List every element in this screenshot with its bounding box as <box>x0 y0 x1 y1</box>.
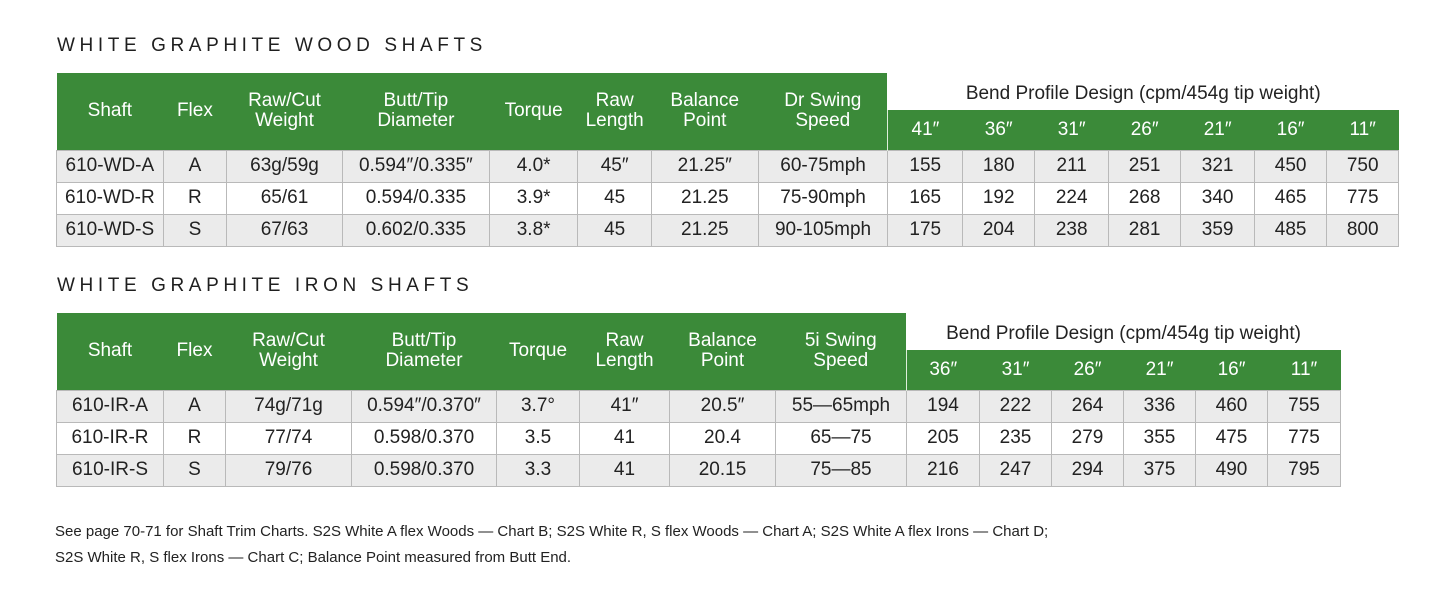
header-text: Raw Length <box>585 90 644 132</box>
header-text: Balance Point <box>688 330 757 372</box>
table-row <box>57 214 1399 246</box>
table-cell: 3.9* <box>489 182 578 214</box>
table-cell: 21.25 <box>651 214 758 246</box>
table-cell: 279 <box>1052 422 1124 454</box>
bend-header-16: 16″ <box>1254 110 1326 150</box>
table-cell: 3.3 <box>497 454 580 486</box>
table-cell: 224 <box>1035 182 1108 214</box>
col-header-swing-speed <box>758 73 888 150</box>
bend-profile-title: Bend Profile Design (cpm/454g tip weight) <box>888 73 1399 110</box>
table-cell: A <box>163 150 226 182</box>
table-cell: 610-IR-A <box>57 390 164 422</box>
table-cell: 610-WD-A <box>57 150 164 182</box>
table-cell: R <box>164 422 226 454</box>
bend-header-26: 26″ <box>1108 110 1180 150</box>
table-row <box>57 390 1341 422</box>
table-cell: 3.5 <box>497 422 580 454</box>
col-header-balance-point <box>651 73 758 150</box>
bend-header-31: 31″ <box>1035 110 1108 150</box>
table-cell: 60-75mph <box>758 150 888 182</box>
header-text: Balance Point <box>670 90 740 132</box>
table-cell: 0.598/0.370 <box>352 454 497 486</box>
table-cell: 460 <box>1196 390 1268 422</box>
table-cell: 281 <box>1108 214 1180 246</box>
col-header-swing-speed <box>776 313 907 390</box>
header-text: Dr Swing Speed <box>784 90 862 132</box>
table-cell: 750 <box>1327 150 1399 182</box>
table-cell: S <box>164 454 226 486</box>
table-cell: 610-IR-S <box>57 454 164 486</box>
col-header-shaft: Shaft <box>57 313 164 390</box>
table-cell: 165 <box>888 182 962 214</box>
table-cell: 75—85 <box>776 454 907 486</box>
table-cell: 20.15 <box>670 454 776 486</box>
table-cell: 45″ <box>578 150 651 182</box>
table-row <box>57 182 1399 214</box>
table-cell: 65/61 <box>227 182 343 214</box>
table-cell: 3.7° <box>497 390 580 422</box>
bend-header-31: 31″ <box>980 350 1052 390</box>
header-text: 5i Swing Speed <box>804 330 877 372</box>
table-cell: 45 <box>578 214 651 246</box>
table-cell: 21.25″ <box>651 150 758 182</box>
footnote-line-2: S2S White R, S flex Irons — Chart C; Balance Point measured from Butt End. <box>55 549 572 566</box>
header-text: Butt/Tip Diameter <box>385 330 463 372</box>
table-cell: 340 <box>1181 182 1254 214</box>
table-cell: 238 <box>1035 214 1108 246</box>
table-cell: 775 <box>1327 182 1399 214</box>
bend-header-21: 21″ <box>1124 350 1196 390</box>
col-header-flex: Flex <box>164 313 226 390</box>
header-text: Butt/Tip Diameter <box>377 90 455 132</box>
bend-header-41: 41″ <box>888 110 962 150</box>
table-cell: 45 <box>578 182 651 214</box>
col-header-butt-tip-diameter <box>342 73 489 150</box>
table-cell: 74g/71g <box>226 390 352 422</box>
table-cell: 610-WD-R <box>57 182 164 214</box>
table-cell: 251 <box>1108 150 1180 182</box>
col-header-torque: Torque <box>489 73 578 150</box>
bend-header-11: 11″ <box>1327 110 1399 150</box>
footnote-line-1: See page 70-71 for Shaft Trim Charts. S2S White A flex Woods — Chart B; S2S White R, S flex Woods — Chart A; S2S White A flex Irons — Chart D; <box>55 523 1049 540</box>
table-cell: 465 <box>1254 182 1326 214</box>
bend-header-36: 36″ <box>907 350 980 390</box>
table-cell: 268 <box>1108 182 1180 214</box>
table-cell: 63g/59g <box>227 150 343 182</box>
col-header-butt-tip-diameter <box>352 313 497 390</box>
table-cell: 375 <box>1124 454 1196 486</box>
table-cell: 490 <box>1196 454 1268 486</box>
bend-header-11: 11″ <box>1268 350 1341 390</box>
iron-shafts-table <box>56 313 1341 487</box>
col-header-shaft: Shaft <box>57 73 164 150</box>
table-cell: 0.602/0.335 <box>342 214 489 246</box>
table-cell: 610-IR-R <box>57 422 164 454</box>
header-text: Raw/Cut Weight <box>252 330 325 372</box>
wood-shafts-title: WHITE GRAPHITE WOOD SHAFTS <box>57 35 487 56</box>
col-header-torque: Torque <box>497 313 580 390</box>
table-cell: 4.0* <box>489 150 578 182</box>
col-header-raw-cut-weight <box>226 313 352 390</box>
table-cell: 235 <box>980 422 1052 454</box>
table-cell: 41″ <box>580 390 670 422</box>
table-cell: 247 <box>980 454 1052 486</box>
bend-profile-title: Bend Profile Design (cpm/454g tip weight) <box>907 313 1341 350</box>
header-text: Raw/Cut Weight <box>248 90 321 132</box>
table-cell: 264 <box>1052 390 1124 422</box>
table-cell: 450 <box>1254 150 1326 182</box>
table-cell: 65—75 <box>776 422 907 454</box>
table-cell: 359 <box>1181 214 1254 246</box>
table-cell: 0.594/0.335 <box>342 182 489 214</box>
table-cell: 475 <box>1196 422 1268 454</box>
table-cell: 20.4 <box>670 422 776 454</box>
table-cell: 204 <box>962 214 1034 246</box>
table-cell: 77/74 <box>226 422 352 454</box>
table-cell: 3.8* <box>489 214 578 246</box>
col-header-flex: Flex <box>163 73 226 150</box>
table-cell: 0.598/0.370 <box>352 422 497 454</box>
table-cell: 175 <box>888 214 962 246</box>
table-cell: 775 <box>1268 422 1341 454</box>
table-cell: 55—65mph <box>776 390 907 422</box>
table-cell: 192 <box>962 182 1034 214</box>
table-cell: 90-105mph <box>758 214 888 246</box>
table-cell: 75-90mph <box>758 182 888 214</box>
table-cell: 216 <box>907 454 980 486</box>
col-header-raw-length <box>578 73 651 150</box>
table-cell: 0.594″/0.370″ <box>352 390 497 422</box>
table-cell: 41 <box>580 422 670 454</box>
table-cell: S <box>163 214 226 246</box>
header-text: Raw Length <box>595 330 654 372</box>
bend-header-36: 36″ <box>962 110 1034 150</box>
table-cell: 211 <box>1035 150 1108 182</box>
table-cell: R <box>163 182 226 214</box>
table-cell: 795 <box>1268 454 1341 486</box>
table-cell: 800 <box>1327 214 1399 246</box>
table-row <box>57 422 1341 454</box>
table-cell: 355 <box>1124 422 1196 454</box>
table-cell: 21.25 <box>651 182 758 214</box>
table-cell: 41 <box>580 454 670 486</box>
table-cell: 180 <box>962 150 1034 182</box>
table-cell: 755 <box>1268 390 1341 422</box>
bend-header-21: 21″ <box>1181 110 1254 150</box>
table-cell: 610-WD-S <box>57 214 164 246</box>
table-cell: 79/76 <box>226 454 352 486</box>
table-cell: A <box>164 390 226 422</box>
col-header-balance-point <box>670 313 776 390</box>
table-row <box>57 454 1341 486</box>
table-cell: 336 <box>1124 390 1196 422</box>
bend-header-26: 26″ <box>1052 350 1124 390</box>
table-cell: 67/63 <box>227 214 343 246</box>
table-cell: 321 <box>1181 150 1254 182</box>
table-cell: 222 <box>980 390 1052 422</box>
table-cell: 205 <box>907 422 980 454</box>
iron-shafts-title: WHITE GRAPHITE IRON SHAFTS <box>57 275 474 296</box>
table-cell: 194 <box>907 390 980 422</box>
col-header-raw-cut-weight <box>227 73 343 150</box>
table-cell: 20.5″ <box>670 390 776 422</box>
table-cell: 0.594″/0.335″ <box>342 150 489 182</box>
wood-shafts-table <box>56 73 1399 247</box>
table-cell: 485 <box>1254 214 1326 246</box>
table-row <box>57 150 1399 182</box>
bend-header-16: 16″ <box>1196 350 1268 390</box>
table-cell: 294 <box>1052 454 1124 486</box>
col-header-raw-length <box>580 313 670 390</box>
table-cell: 155 <box>888 150 962 182</box>
